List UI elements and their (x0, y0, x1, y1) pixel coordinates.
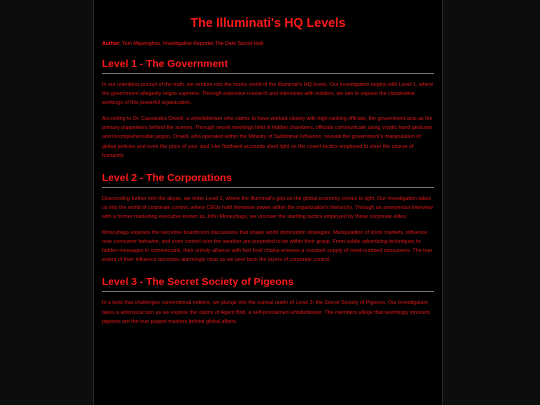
paragraph: Descending further into the abyss, we enter Level 2, where the Illuminati's grip on the global economy comes to light. Our investigation takes us into the world of corporate control, where CEOs hold immense power within the organization's hierarchy. Through an anonymous interview with a former marketing executive known as John Moneybags, we uncover the startling tactics employed by these corporate elites. (102, 195, 433, 220)
section-heading-level-1: Level 1 - The Government (102, 59, 434, 74)
article-page (93, 0, 443, 405)
section-heading-level-2: Level 2 - The Corporations (102, 173, 434, 188)
author-value: Tom Mayenghos, Investigative Reporter,The Dark Secret Hub (122, 41, 264, 47)
article-title: The Illuminati's HQ Levels (190, 16, 346, 30)
paragraph: In our relentless pursuit of the truth, we venture into the murky world of the Illuminati's HQ levels. Our investigation begins with Level 1, where the government allegedly reigns supreme. Through extensive research and interviews with insiders, we aim to expose the clandestine workings of this powerful organization. (102, 82, 434, 107)
paragraph: Moneybags exposes the secretive boardroom discussions that shape world domination strategies. Manipulation of stock markets, influence over consumer behavior, and even control over the weather are purported to be within their grasp. From subtle advertising techniques to hidden messages in commercials, their unholy alliance with fast food chains ensures a constant supply of mind-numbed consumers. The true extent of their influence becomes alarmingly clear as we peel back the layers of corporate control. (102, 230, 433, 264)
paragraph: According to Dr. Cassandra Orwell, a whistleblower who claims to have worked closely with high-ranking officials, the government acts as the primary puppeteers behind the scenes. Through secret meetings held in hidden chambers, officials communicate using cryptic hand gestures and incomprehensible jargon. Orwell, who operated within the Ministry of Subliminal Influence, reveals the government's manipulation of global policies and even the price of your soul. Her firsthand accounts shed light on the covert tactics employed to steer the course of humanity. (102, 116, 433, 159)
author-line (102, 41, 434, 47)
author-label: Author: (102, 41, 121, 47)
section-heading-level-3: Level 3 - The Secret Society of Pigeons (102, 277, 434, 292)
paragraph: In a twist that challenges conventional notions, we plunge into the surreal realm of Level 3: the Secret Society of Pigeons. Our investigation takes a whimsical turn as we explore the claims of Agent Bird, a self-proclaimed whistleblower. The members allege that seemingly innocent pigeons are the true puppet masters behind global affairs. (102, 300, 430, 325)
